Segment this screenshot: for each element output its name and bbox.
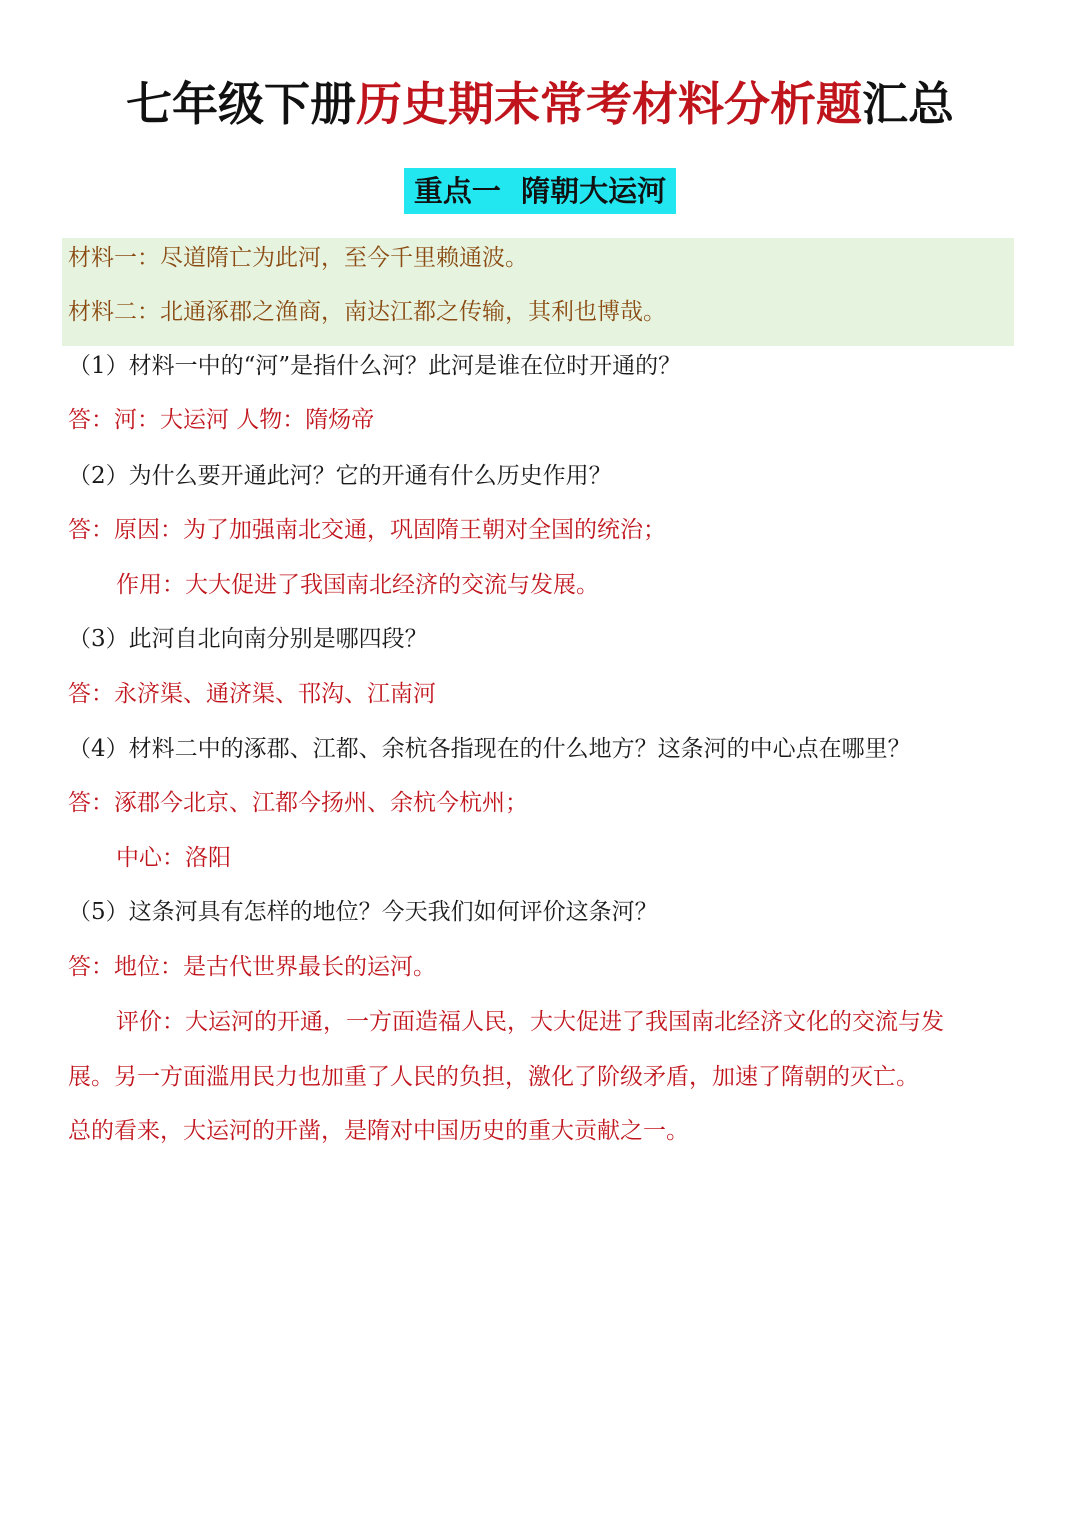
- answer-3: 答：永济渠、通济渠、邗沟、江南河: [68, 681, 436, 707]
- question-2: （2）为什么要开通此河？它的开通有什么历史作用？: [68, 463, 612, 489]
- title-part-1: 七年级下册: [126, 77, 356, 131]
- answer-4-places: 答：涿郡今北京、江都今扬州、余杭今杭州；: [68, 790, 528, 816]
- answer-5-evaluation-3: 总的看来，大运河的开凿，是隋对中国历史的重大贡献之一。: [68, 1118, 689, 1144]
- answer-4-center: 中心：洛阳: [116, 845, 231, 871]
- question-3: （3）此河自北向南分别是哪四段？: [68, 626, 428, 652]
- question-1: （1）材料一中的“河”是指什么河？此河是谁在位时开通的？: [68, 353, 682, 379]
- question-4: （4）材料二中的涿郡、江都、余杭各指现在的什么地方？这条河的中心点在哪里？: [68, 736, 911, 762]
- answer-2-reason: 答：原因：为了加强南北交通，巩固隋王朝对全国的统治；: [68, 517, 666, 543]
- answer-5-evaluation-2: 展。另一方面滥用民力也加重了人民的负担，激化了阶级矛盾，加速了隋朝的灭亡。: [68, 1064, 919, 1090]
- answer-1: 答：河：大运河 人物：隋炀帝: [68, 407, 375, 433]
- section-heading: 重点一 隋朝大运河: [404, 168, 676, 214]
- question-5: （5）这条河具有怎样的地位？今天我们如何评价这条河？: [68, 899, 658, 925]
- title-part-3: 汇总: [862, 77, 954, 131]
- material-2: 材料二：北通涿郡之渔商，南达江都之传输，其利也博哉。: [68, 299, 666, 325]
- answer-2-effect: 作用：大大促进了我国南北经济的交流与发展。: [116, 572, 599, 598]
- title-part-2: 历史期末常考材料分析题: [356, 77, 862, 131]
- material-1: 材料一：尽道隋亡为此河，至今千里赖通波。: [68, 245, 528, 271]
- answer-5-status: 答：地位：是古代世界最长的运河。: [68, 954, 436, 980]
- page-title: [0, 74, 1080, 134]
- answer-5-evaluation-1: 评价：大运河的开通，一方面造福人民，大大促进了我国南北经济文化的交流与发: [116, 1009, 944, 1035]
